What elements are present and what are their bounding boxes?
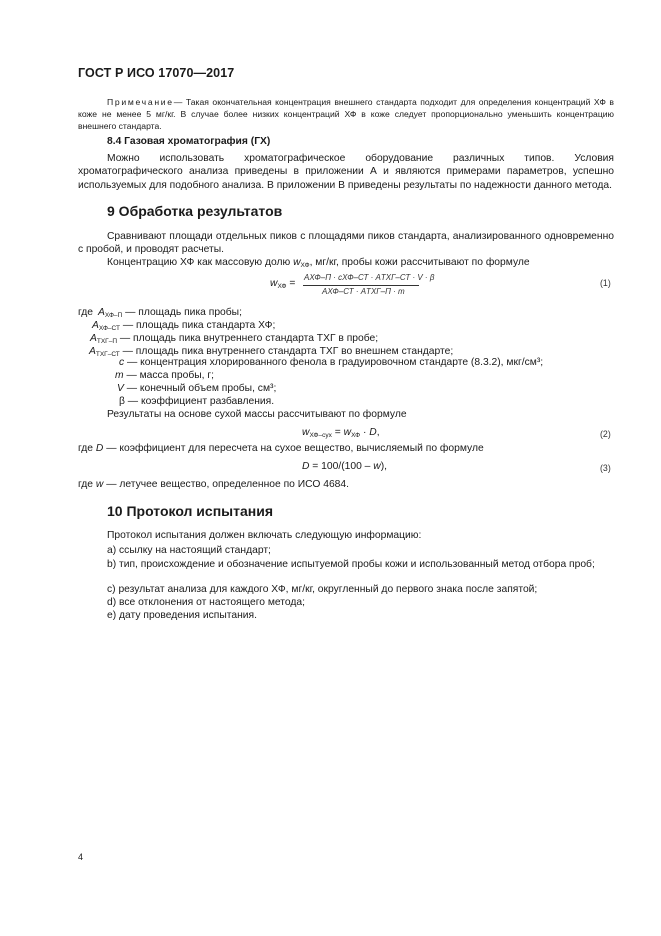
equation-3: D = 100/(100 – w), xyxy=(302,461,388,472)
page-number: 4 xyxy=(78,852,84,862)
def-a-xf-p: $A_{ХФ-П}$ — площадь пика пробы; xyxy=(98,307,242,319)
note-label: Примечание xyxy=(107,97,174,107)
note-paragraph xyxy=(78,96,614,133)
equation-2-number: (2) xyxy=(600,429,611,439)
section-10-intro: Протокол испытания должен включать следующую информацию: xyxy=(107,530,422,541)
def-v: V — конечный объем пробы, см³; xyxy=(117,383,277,394)
equation-1-number: (1) xyxy=(600,278,611,288)
equation-1-lhs: $w_{ХФ}$ = xyxy=(270,278,296,290)
equation-1-numerator: AХФ–П · cХФ–СТ · AТХГ–СТ · V · β xyxy=(304,273,435,282)
section-9-p1: Сравнивают площади отдельных пиков с площадями пиков стандарта, анализированного одновременно с пробой, и проводят расчеты. xyxy=(78,231,614,256)
equation-1-fraction-bar xyxy=(303,285,419,286)
section-9-p4: где D — коэффициент для пересчета на сухое вещество, вычисляемый по формуле xyxy=(78,443,484,454)
where-label: где xyxy=(78,307,94,318)
section-8-4-paragraph: Можно использовать хроматографическое оборудование различных типов. Условия хроматографического анализа приведены в приложении А и являются примерами параметров, успешно используемых для подобного анализа. В приложении В приведены результаты по надежности данного метода. xyxy=(78,153,614,191)
def-a-txg-p: $A_{ТХГ-П}$ — площадь пика внутреннего стандарта ТХГ в пробе; xyxy=(90,333,379,345)
equation-3-number: (3) xyxy=(600,463,611,473)
note-dash: — xyxy=(173,97,186,107)
equation-2: $w_{ХФ-сух} = w_{ХФ} \cdot D$, xyxy=(302,427,380,439)
def-beta: β — коэффициент разбавления. xyxy=(119,396,275,407)
def-a-txg-st: $A_{ТХГ-СТ}$ — площадь пика внутреннего стандарта ТХГ во внешнем стандарте; xyxy=(89,346,454,358)
equation-1-denominator: AХФ–СТ · AТХГ–П · m xyxy=(322,287,405,296)
note-text: Такая окончательная концентрация внешнего стандарта подходит для определения концентраций ХФ в коже не менее 5 мг/кг. В случае более низких концентраций ХФ в коже следует пропорционально уменьшить концентрацию внешнего стандарта. xyxy=(78,97,614,132)
document-header: ГОСТ Р ИСО 17070—2017 xyxy=(78,66,235,80)
list-item-c: c) результат анализа для каждого ХФ, мг/кг, округленный до первого знака после запятой; xyxy=(107,584,538,595)
section-10-heading: 10 Протокол испытания xyxy=(107,503,273,519)
list-item-e: e) дату проведения испытания. xyxy=(107,610,257,621)
section-9-p3: Результаты на основе сухой массы рассчитывают по формуле xyxy=(107,409,407,420)
section-9-p5: где w — летучее вещество, определенное по ИСО 4684. xyxy=(78,479,349,490)
list-item-d: d) все отклонения от настоящего метода; xyxy=(107,597,305,608)
def-c: c — концентрация хлорированного фенола в градуировочном стандарте (8.3.2), мкг/см³; xyxy=(119,357,544,368)
def-m: m — масса пробы, г; xyxy=(115,370,214,381)
list-item-a: a) ссылку на настоящий стандарт; xyxy=(107,545,271,556)
section-8-4-heading: 8.4 Газовая хроматография (ГХ) xyxy=(107,136,271,147)
section-9-p2: Концентрацию ХФ как массовую долю $w_{ХФ}$, мг/кг, пробы кожи рассчитывают по формуле xyxy=(107,257,530,269)
list-item-b: b) тип, происхождение и обозначение испытуемой пробы кожи и использованный метод отбора проб; xyxy=(107,559,595,570)
def-a-xf-st: $A_{ХФ-СТ}$ — площадь пика стандарта ХФ; xyxy=(92,320,276,332)
section-9-heading: 9 Обработка результатов xyxy=(107,203,283,219)
